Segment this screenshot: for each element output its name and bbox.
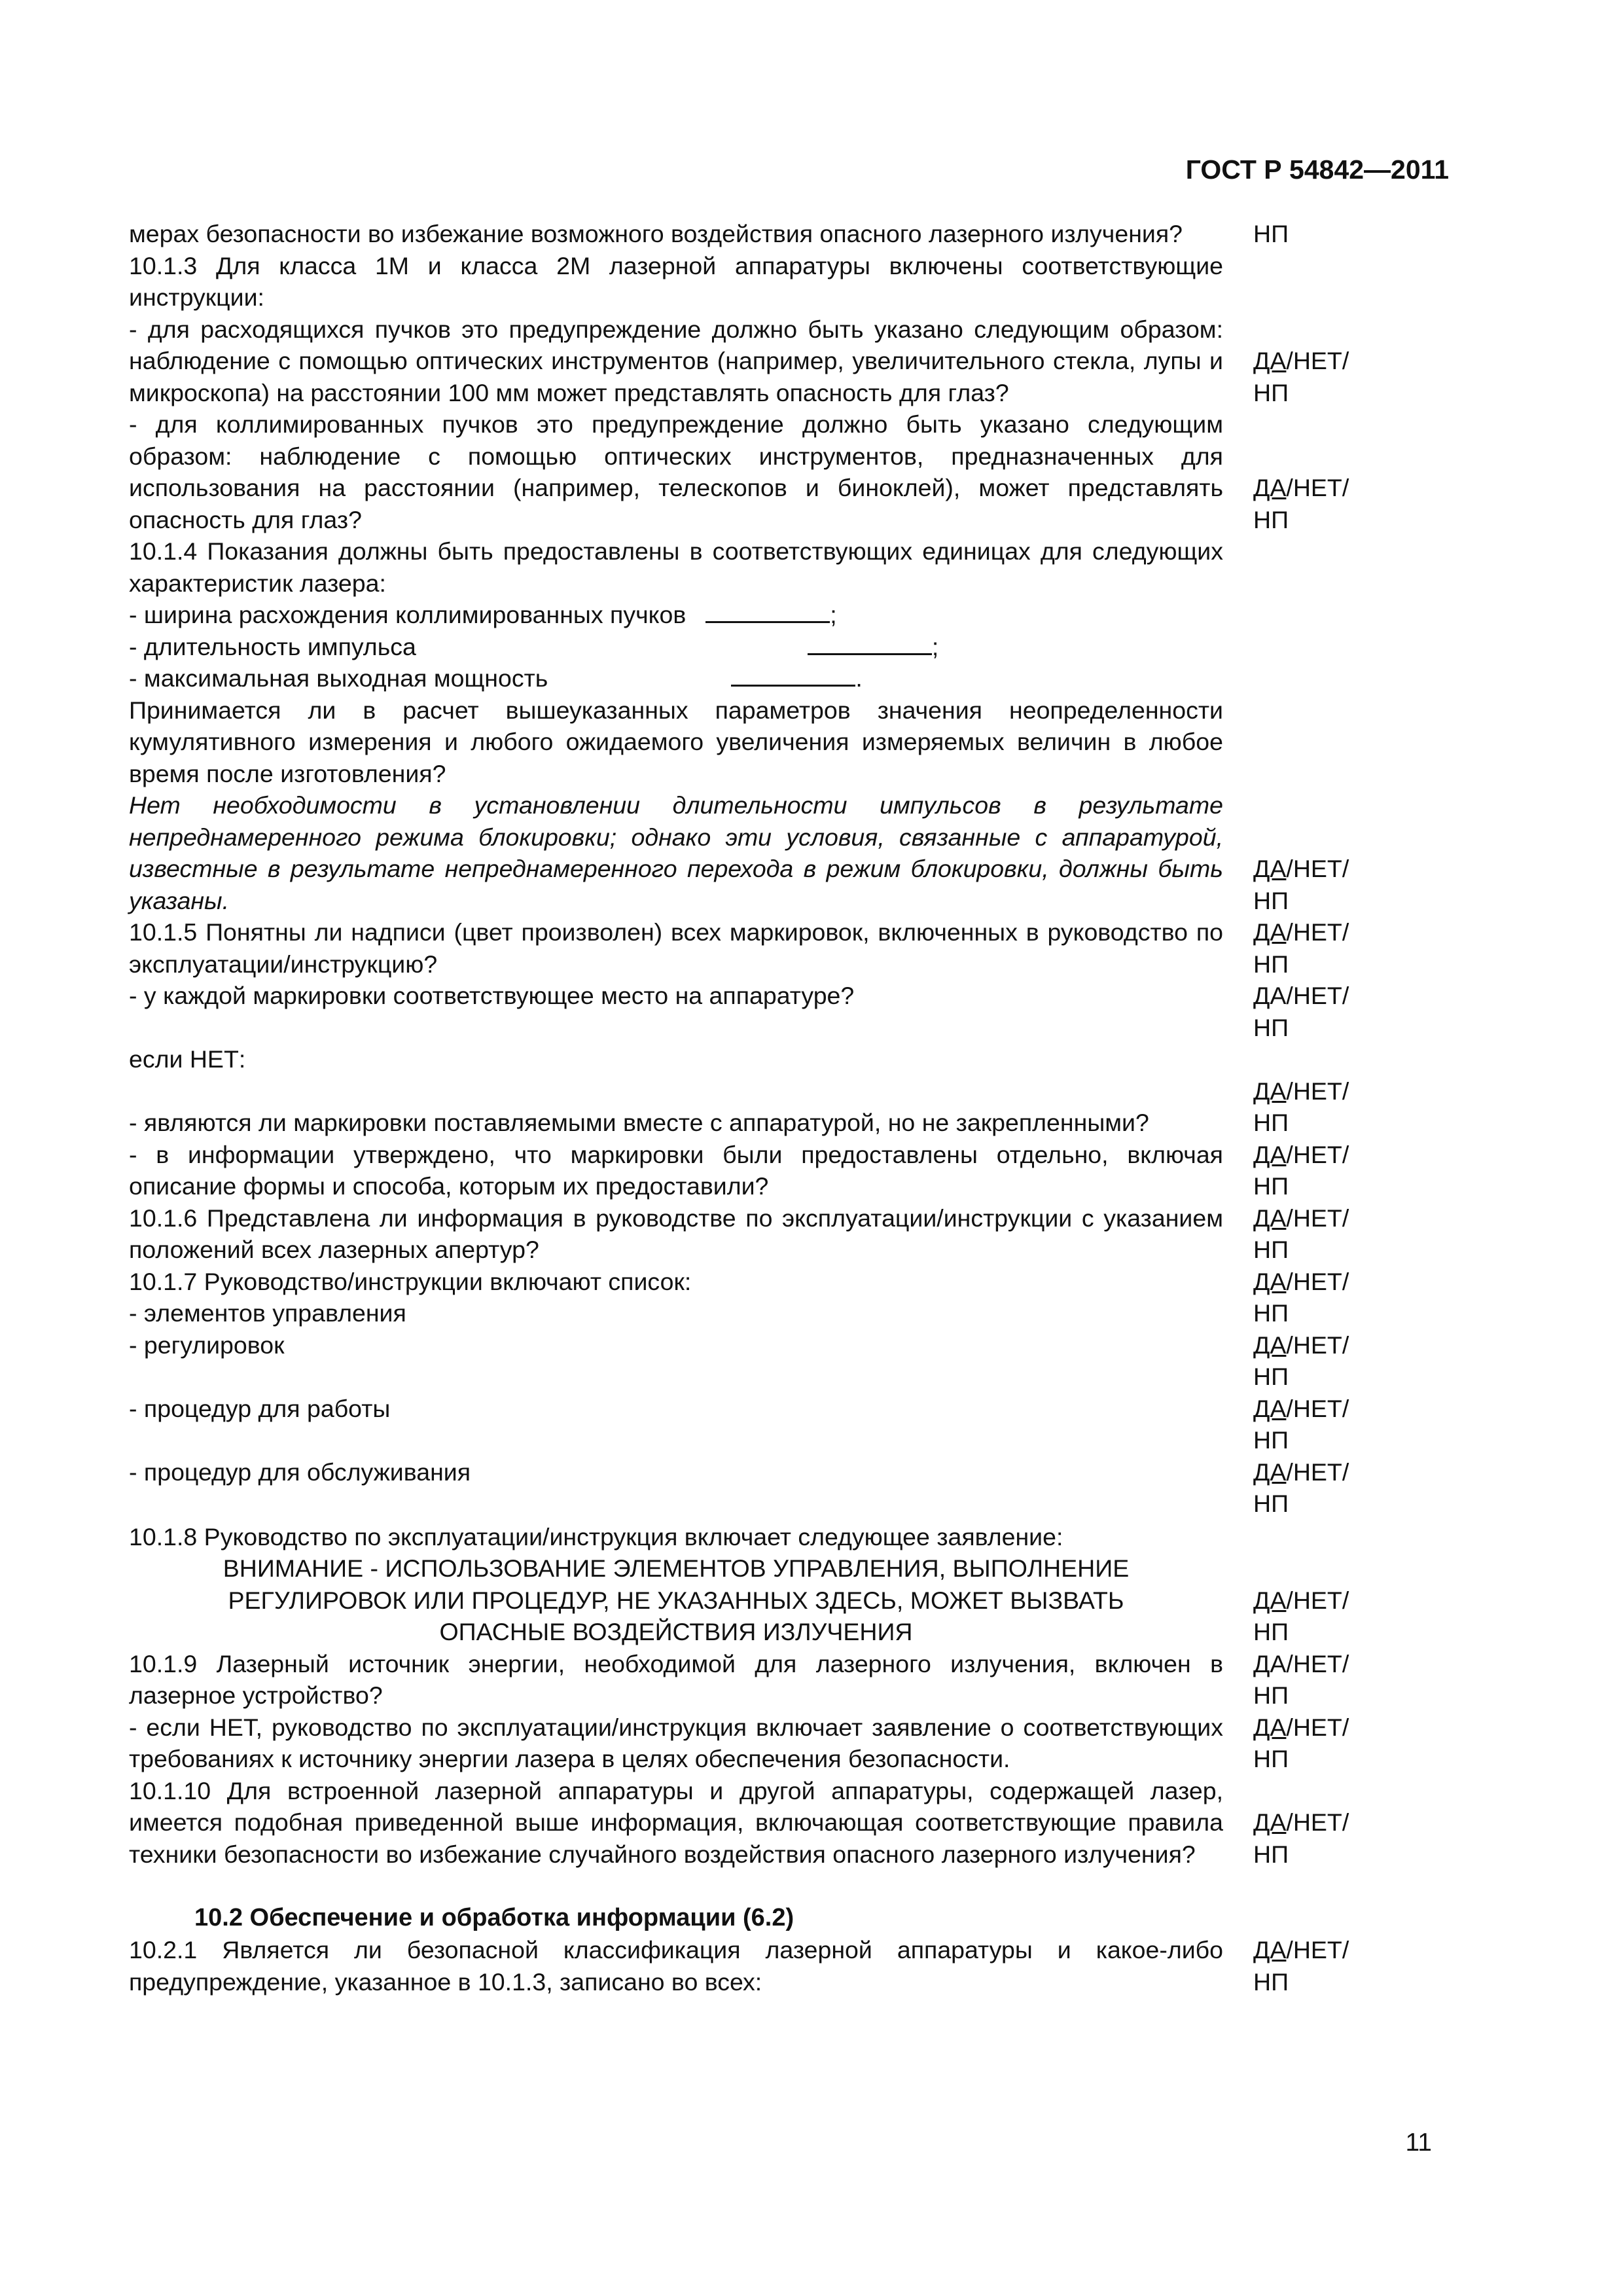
answer-cell [1253, 472, 1391, 535]
note-text: Нет необходимости в установлении длительности импульсов в результате непреднамеренного режима блокировки; однако эти условия, связанные с аппаратурой, известные в результате непреднамеренного перехода в режим блокировки, должны быть указаны. [129, 791, 1223, 914]
answer-cell [1253, 1456, 1391, 1520]
parameter-label: - длительность импульса [129, 632, 416, 660]
answer-da: ДА [1253, 1140, 1287, 1168]
question-text [129, 1266, 1223, 1329]
punct: ; [931, 632, 939, 660]
answer-net: /НЕТ/ [1286, 474, 1349, 501]
answer-da-net: ДА/НЕТ/ [1253, 982, 1349, 1009]
answer-da: ДА [1253, 918, 1287, 946]
answer-np: НП [1253, 1745, 1289, 1772]
list-item [129, 1202, 1438, 1266]
answer-np: НП [1253, 220, 1289, 247]
answer-da: ДА [1253, 1331, 1287, 1359]
answer-cell [1253, 218, 1391, 250]
answer-cell [1253, 1648, 1391, 1712]
answer-net: /НЕТ/ [1286, 1204, 1349, 1232]
question-text: - регулировок [129, 1331, 285, 1359]
answer-net: /НЕТ/ [1286, 1808, 1349, 1836]
list-item [129, 1934, 1438, 1998]
list-item [129, 218, 1438, 250]
list-item [129, 250, 1438, 314]
answer-np: НП [1253, 505, 1289, 533]
punct: ; [830, 601, 837, 628]
list-item [129, 1043, 1438, 1075]
question-text: - в информации утверждено, что маркировки были предоставлены отдельно, включая описание формы и способа, которым их предоставили? [129, 1140, 1223, 1200]
list-item [129, 1075, 1438, 1139]
answer-da: ДА [1253, 1586, 1287, 1614]
question-line: - элементов управления [129, 1299, 406, 1327]
answer-cell [1253, 1329, 1391, 1393]
question-text: 10.2.1 Является ли безопасной классификация лазерной аппаратуры и какое-либо предупреждение, указанное в 10.1.3, записано во всех: [129, 1936, 1223, 1996]
answer-cell [1253, 1393, 1391, 1456]
parameter-label: - максимальная выходная мощность [129, 664, 548, 692]
parameter-label: - ширина расхождения коллимированных пучков [129, 601, 687, 628]
list-item [129, 1266, 1438, 1329]
answer-np: НП [1253, 1490, 1289, 1517]
list-item [129, 916, 1438, 980]
question-text: - являются ли маркировки поставляемыми вместе с аппаратурой, но не закрепленными? [129, 1109, 1149, 1136]
answer-net: /НЕТ/ [1286, 1936, 1349, 1964]
answer-cell [1253, 916, 1391, 980]
list-item [129, 314, 1438, 409]
list-item [129, 1552, 1438, 1648]
answer-da: ДА [1253, 1936, 1287, 1964]
answer-np: НП [1253, 1109, 1289, 1136]
answer-cell [1253, 1585, 1391, 1648]
list-item [129, 694, 1438, 790]
question-text: если НЕТ: [129, 1045, 246, 1073]
answer-da: ДА [1253, 1713, 1287, 1741]
answer-np: НП [1253, 1681, 1289, 1709]
blank-field [808, 634, 932, 655]
list-item [129, 535, 1438, 599]
answer-da: ДА [1253, 347, 1287, 374]
blank-field [705, 601, 830, 623]
answer-cell [1253, 1202, 1391, 1266]
list-item [129, 631, 1438, 663]
answer-np: НП [1253, 1172, 1289, 1200]
list-item [129, 1648, 1438, 1712]
answer-np: НП [1253, 1363, 1289, 1390]
question-text: 10.1.10 Для встроенной лазерной аппаратуры и другой аппаратуры, содержащей лазер, имеется подобная приведенной выше информация, включающая соответствующие правила техники безопасности во избежание случайного воздействия опасного лазерного излучения? [129, 1776, 1223, 1868]
answer-np: НП [1253, 1236, 1289, 1263]
answer-net: /НЕТ/ [1286, 855, 1349, 882]
parameter-line [129, 599, 1223, 631]
question-text: - для расходящихся пучков это предупреждение должно быть указано следующим образом: наблюдение с помощью оптических инструментов (например, увеличительного стекла, лупы и микроскопа) на расстоянии 100 мм может представлять опасность для глаз? [129, 315, 1223, 406]
question-text: - процедур для работы [129, 1394, 391, 1422]
question-text: 10.1.4 Показания должны быть предоставлены в соответствующих единицах для следующих характеристик лазера: [129, 537, 1223, 597]
answer-da: ДА [1253, 474, 1287, 501]
list-item [129, 1456, 1438, 1520]
question-text: Принимается ли в расчет вышеуказанных параметров значения неопределенности кумулятивного измерения и любого ожидаемого увеличения измеряемых величин в любое время после изготовления? [129, 696, 1223, 787]
punct: . [855, 664, 863, 692]
question-text: 10.1.9 Лазерный источник энергии, необходимой для лазерного излучения, включен в лазерное устройство? [129, 1649, 1223, 1709]
answer-cell [1253, 1266, 1391, 1329]
question-text: 10.1.5 Понятны ли надписи (цвет произволен) всех маркировок, включенных в руководство по эксплуатации/инструкцию? [129, 918, 1223, 978]
parameter-line [129, 662, 1223, 694]
parameter-line [129, 631, 1223, 663]
answer-net: /НЕТ/ [1286, 1331, 1349, 1359]
answer-da-net: ДА/НЕТ/ [1253, 1649, 1349, 1677]
section-heading: 10.2 Обеспечение и обработка информации (6.2) [194, 1904, 794, 1931]
answer-np: НП [1253, 1618, 1289, 1645]
list-item [129, 789, 1438, 916]
question-text: 10.1.6 Представлена ли информация в руководстве по эксплуатации/инструкции с указанием положений всех лазерных апертур? [129, 1204, 1223, 1263]
answer-cell [1253, 853, 1391, 916]
checklist [129, 218, 1438, 1998]
list-item [129, 1712, 1438, 1775]
answer-cell [1253, 980, 1391, 1043]
list-item [129, 1393, 1438, 1456]
answer-np: НП [1253, 886, 1289, 914]
answer-da: ДА [1253, 855, 1287, 882]
page-number: 11 [1405, 2128, 1432, 2157]
question-text: 10.1.8 Руководство по эксплуатации/инструкция включает следующее заявление: [129, 1522, 1063, 1551]
answer-da: ДА [1253, 1077, 1287, 1105]
list-item [129, 662, 1438, 694]
list-item [129, 408, 1438, 535]
list-item [129, 599, 1438, 631]
blank-field [731, 665, 855, 687]
answer-net: /НЕТ/ [1286, 1713, 1349, 1741]
answer-np: НП [1253, 1013, 1289, 1041]
warning-statement: ВНИМАНИЕ - ИСПОЛЬЗОВАНИЕ ЭЛЕМЕНТОВ УПРАВЛЕНИЯ, ВЫПОЛНЕНИЕ РЕГУЛИРОВОК ИЛИ ПРОЦЕДУР, НЕ УКАЗАННЫХ ЗДЕСЬ, МОЖЕТ ВЫЗВАТЬ ОПАСНЫЕ ВОЗДЕЙСТВИЯ ИЗЛУЧЕНИЯ [223, 1554, 1130, 1645]
section-heading-row [129, 1901, 1438, 1934]
answer-np: НП [1253, 1426, 1289, 1454]
answer-net: /НЕТ/ [1286, 1140, 1349, 1168]
answer-np: НП [1253, 1299, 1289, 1327]
answer-cell [1253, 1806, 1391, 1870]
answer-cell [1253, 345, 1391, 408]
list-item [129, 1521, 1438, 1553]
answer-net: /НЕТ/ [1286, 1394, 1349, 1422]
answer-np: НП [1253, 1840, 1289, 1868]
question-line: 10.1.7 Руководство/инструкции включают список: [129, 1267, 692, 1295]
question-text: - процедур для обслуживания [129, 1458, 471, 1486]
answer-da: ДА [1253, 1394, 1287, 1422]
answer-cell [1253, 1712, 1391, 1775]
answer-np: НП [1253, 378, 1289, 406]
question-text: 10.1.3 Для класса 1М и класса 2М лазерной аппаратуры включены соответствующие инструкции: [129, 251, 1223, 311]
question-text: - если НЕТ, руководство по эксплуатации/инструкция включает заявление о соответствующих требованиях к источнику энергии лазера в целях обеспечения безопасности. [129, 1713, 1223, 1772]
answer-np: НП [1253, 950, 1289, 978]
answer-np: НП [1253, 1967, 1289, 1996]
answer-net: /НЕТ/ [1286, 347, 1349, 374]
question-text: - у каждой маркировки соответствующее место на аппаратуре? [129, 982, 855, 1009]
answer-net: /НЕТ/ [1286, 1077, 1349, 1105]
answer-da: ДА [1253, 1267, 1287, 1295]
answer-cell [1253, 1139, 1391, 1202]
answer-net: /НЕТ/ [1286, 1586, 1349, 1614]
question-text: - для коллимированных пучков это предупреждение должно быть указано следующим образом: наблюдение с помощью оптических инструментов, предназначенных для использования на расстоянии (например, телескопов и биноклей), может представлять опасность для глаз? [129, 410, 1223, 533]
list-item [129, 1139, 1438, 1202]
list-item [129, 1775, 1438, 1871]
answer-cell [1253, 1934, 1391, 1998]
answer-net: /НЕТ/ [1286, 1267, 1349, 1295]
list-item [129, 1329, 1438, 1393]
standard-header: ГОСТ Р 54842—2011 [1185, 154, 1449, 185]
answer-da: ДА [1253, 1458, 1287, 1486]
answer-da: ДА [1253, 1204, 1287, 1232]
list-item [129, 980, 1438, 1043]
answer-net: /НЕТ/ [1286, 918, 1349, 946]
answer-da: ДА [1253, 1808, 1287, 1836]
answer-cell [1253, 1075, 1391, 1139]
answer-net: /НЕТ/ [1286, 1458, 1349, 1486]
question-text: мерах безопасности во избежание возможного воздействия опасного лазерного излучения? [129, 220, 1183, 247]
